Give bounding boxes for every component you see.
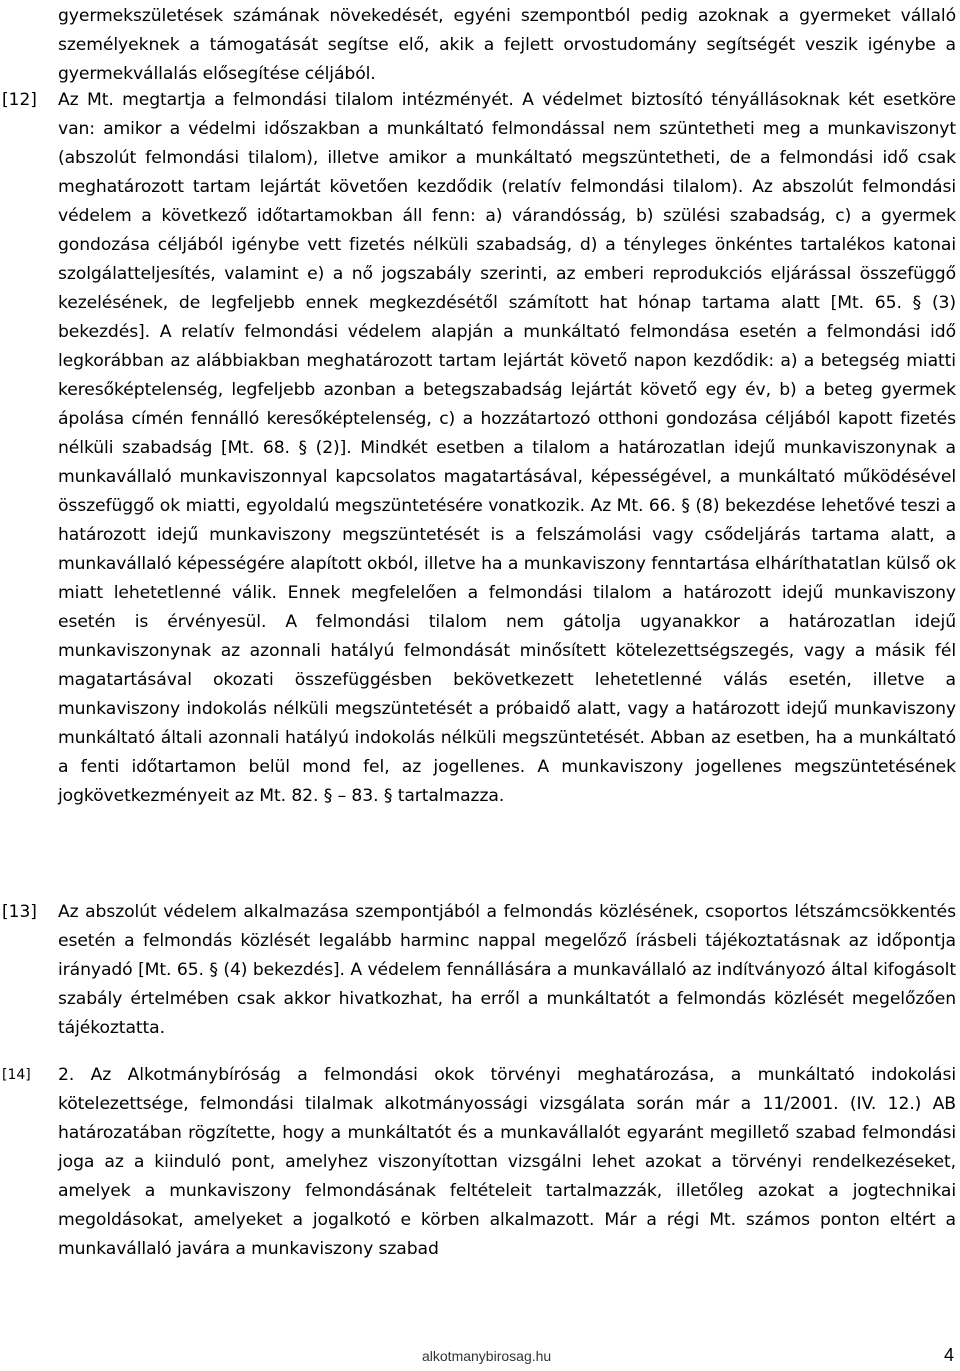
page-number: 4 — [944, 1345, 955, 1365]
paragraph-text: Az Mt. megtartja a felmondási tilalom intézményét. A védelmet biztosító tényállásoknak két esetköre van: amikor a védelmi időszakban a munkáltató felmondással nem szüntetheti meg a munkaviszonyt (abszolút felmondási tilalom), illetve amikor a munkáltató megszüntetheti, de a felmondási idő csak meghatározott tartam lejártát követően kezdődik (relatív felmondási tilalom). Az abszolút felmondási védelem a következő időtartamokban áll fenn: a) várandósság, b) szülési szabadság, c) a gyermek gondozása céljából igénybe vett fizetés nélküli szabadság, d) a tényleges önkéntes tartalékos katonai szolgálatteljesítés, valamint e) a nő jogszabály szerinti, az emberi reprodukciós eljárással összefüggő kezelésének, de legfeljebb ennek megkezdésétől számított hat hónap tartama alatt [Mt. 65. § (3) bekezdés]. A relatív felmondási védelem alapján a munkáltató felmondása esetén a felmondási idő legkorábban az alábbiakban meghatározott tartam lejártát követő napon kezdődik: a) a betegség miatti keresőképtelenség, legfeljebb azonban a betegszabadság lejártát követő egy év, b) a beteg gyermek ápolása címén fennálló keresőképtelenség, c) a hozzátartozó otthoni gondozása céljából kapott fizetés nélküli szabadság [Mt. 68. § (2)]. Mindkét esetben a tilalom a határozatlan idejű munkaviszonynak a munkavállaló munkaviszonnyal kapcsolatos magatartásával, képességével, a munkáltató működésével összefüggő ok miatti, egyoldalú megszüntetésére vonatkozik. Az Mt. 66. § (8) bekezdése lehetővé teszi a határozott idejű munkaviszony megszüntetését is a felszámolási vagy csődeljárás tartama alatt, a munkavállaló képességére alapított okból, illetve ha a munkaviszony fenntartása elháríthatatlan külső ok miatt lehetetlenné válik. Ennek megfelelően a felmondási tilalom a határozott idejű munkaviszony esetén is érvényesül. A felmondási tilalom nem gátolja ugyanakkor a határozatlan idejű munkaviszonynak az azonnali hatályú felmondását minősített kötelezettségszegés, vagy a másik fél magatartásával okozati összefüggésben bekövetkezett lehetetlenné válás esetén, illetve a munkaviszony indokolás nélküli megszüntetését a próbaidő alatt, vagy a határozott idejű munkaviszony munkáltató általi azonnali hatályú indokolás nélküli megszüntetését. Abban az esetben, ha a munkáltató a fenti időtartamon belül mond fel, az jogellenes. A munkaviszony jogellenes megszüntetésének jogkövetkezményeit az Mt. 82. § – 83. § tartalmazza. — [58, 90, 956, 806]
paragraph-text: Az abszolút védelem alkalmazása szempontjából a felmondás közlésének, csoportos létszámcsökkentés esetén a felmondás közlését legalább harminc nappal megelőző írásbeli tájékoztatásnak az időpontja irányadó [Mt. 65. § (4) bekezdés]. A védelem fennállására a munkavállaló az indítványozó által kifogásolt szabály értelmében csak akkor hivatkozhat, ha erről a munkáltatót a felmondás közlését megelőzően tájékoztatta. — [58, 902, 956, 1038]
paragraph-number: [13] — [2, 902, 37, 922]
paragraph-number: [14] — [2, 1067, 31, 1083]
paragraph-text: 2. Az Alkotmánybíróság a felmondási okok törvényi meghatározása, a munkáltató indokolási kötelezettsége, felmondási tilalmak alkotmányossági vizsgálata során már a 11/2001. (IV. 12.) AB határozatában rögzítette, hogy a munkáltatót és a munkavállalót egyaránt megillető szabad felmondási joga az a kiinduló pont, amelyhez viszonyítottan vizsgálni lehet azokat a törvényi rendelkezéseket, amelyek a munkaviszony felmondásának feltételeit tartalmazzák, illetőleg azokat a jogtechnikai megoldásokat, amelyeket a jogalkotó e körben alkalmazott. Már a régi Mt. számos ponton eltért a munkavállaló javára a munkaviszony szabad — [58, 1065, 956, 1259]
paragraph-number: [12] — [2, 90, 37, 110]
paragraph-text: gyermekszületések számának növekedését, egyéni szempontból pedig azoknak a gyermeket vállaló személyeknek a támogatását segítse elő, akik a fejlett orvostudomány segítségét veszik igénybe a gyermekvállalás elősegítése céljából. — [58, 6, 956, 84]
footer-site: alkotmanybirosag.hu — [422, 1348, 552, 1364]
